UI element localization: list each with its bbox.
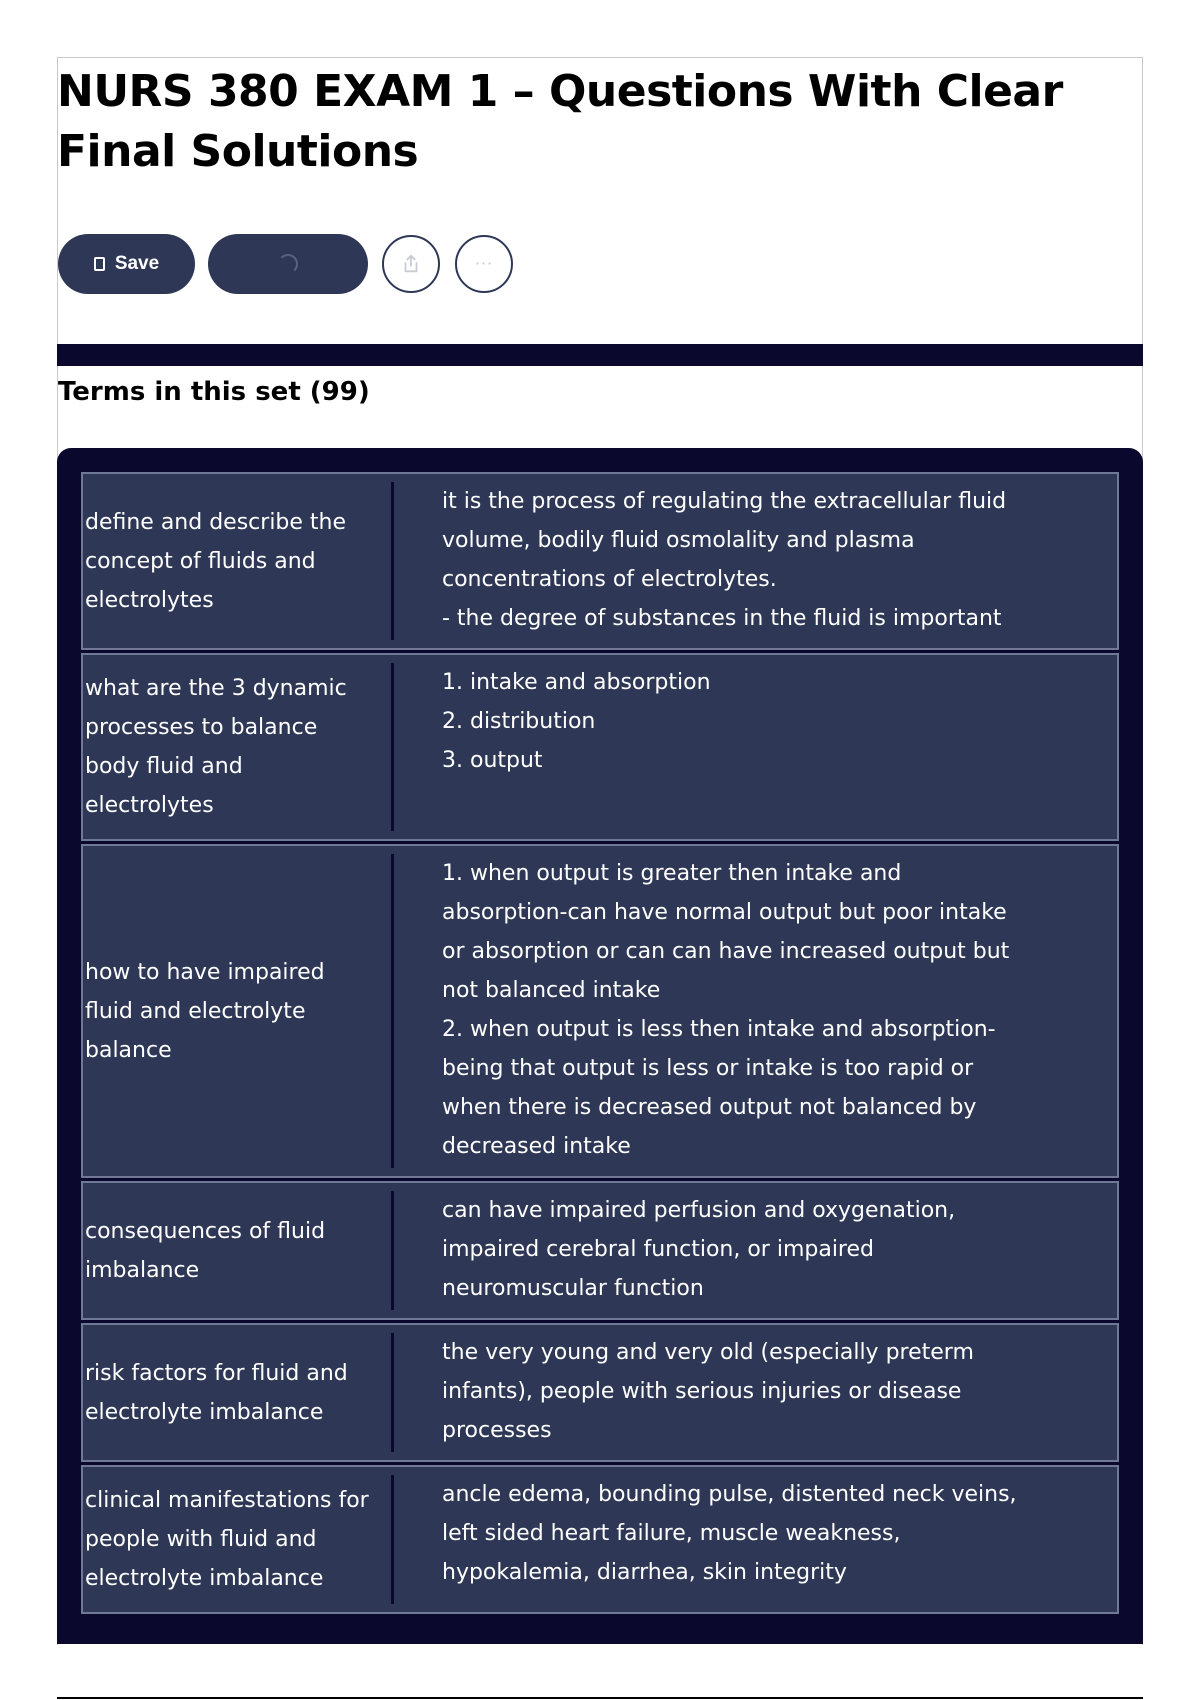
term-row xyxy=(81,1465,1119,1614)
term-word: what are the 3 dynamic processes to balance body fluid and electrolytes xyxy=(83,663,394,831)
more-options-button[interactable] xyxy=(455,235,513,293)
bottom-rule xyxy=(57,1697,1143,1699)
term-row xyxy=(81,844,1119,1178)
term-word: consequences of fluid imbalance xyxy=(83,1191,394,1310)
term-word: risk factors for fluid and electrolyte imbalance xyxy=(83,1333,394,1452)
term-row xyxy=(81,653,1119,841)
term-row xyxy=(81,1181,1119,1320)
study-button-loading[interactable] xyxy=(208,234,368,294)
page-title: NURS 380 EXAM 1 – Questions With Clear Final Solutions xyxy=(57,66,1063,177)
save-button[interactable] xyxy=(58,234,195,294)
term-row xyxy=(81,1323,1119,1462)
share-button[interactable] xyxy=(382,235,440,293)
action-bar xyxy=(58,234,513,294)
term-row xyxy=(81,472,1119,650)
spinner-icon xyxy=(278,254,298,274)
term-word: define and describe the concept of fluids and electrolytes xyxy=(83,482,394,640)
term-definition: ancle edema, bounding pulse, distented neck veins, left sided heart failure, muscle weakness, hypokalemia, diarrhea, skin integrity xyxy=(442,1482,1017,1585)
term-definition: 1. intake and absorption 2. distribution 3. output xyxy=(442,670,711,773)
term-definition: it is the process of regulating the extracellular fluid volume, bodily fluid osmolality and plasma concentrations of electrolytes. - the degree of substances in the fluid is important xyxy=(442,489,1007,631)
share-icon xyxy=(400,253,422,275)
term-definition: the very young and very old (especially preterm infants), people with serious injuries or disease processes xyxy=(442,1340,974,1443)
save-button-label: Save xyxy=(114,253,160,274)
more-icon: ··· xyxy=(474,254,494,273)
terms-list xyxy=(81,472,1119,1614)
term-word: clinical manifestations for people with fluid and electrolyte imbalance xyxy=(83,1475,394,1604)
term-word: how to have impaired fluid and electrolyte balance xyxy=(83,854,394,1168)
term-definition: 1. when output is greater then intake and absorption-can have normal output but poor intake or absorption or can can have increased output but not balanced intake 2. when output is less then intake and absorption- being that output is less or intake is too rapid or when there is decreased output not balanced by decreased intake xyxy=(442,861,1010,1159)
bookmark-icon xyxy=(94,257,105,271)
section-divider xyxy=(57,344,1143,366)
term-definition: can have impaired perfusion and oxygenation, impaired cerebral function, or impaired neuromuscular function xyxy=(442,1198,956,1301)
terms-heading: Terms in this set (99) xyxy=(58,377,370,407)
